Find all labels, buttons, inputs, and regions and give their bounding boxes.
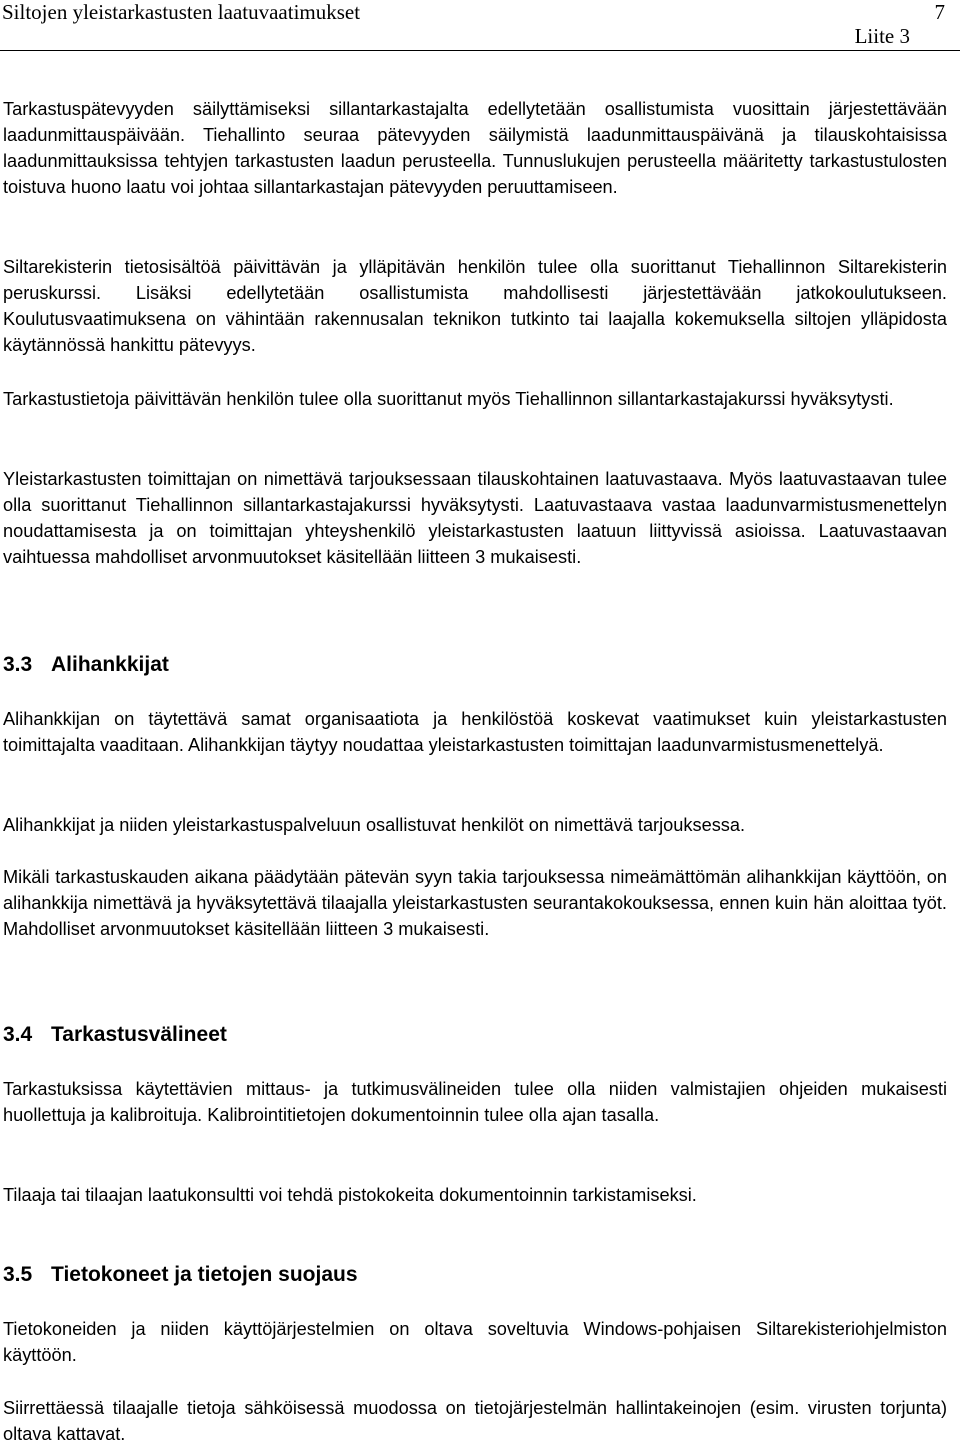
- paragraph-subcontractor-naming: Alihankkijat ja niiden yleistarkastuspalveluun osallistuvat henkilöt on nimettävä tarjouksessa.: [3, 815, 746, 835]
- page-number: 7: [934, 0, 945, 24]
- section-number: 3.3: [3, 653, 33, 676]
- paragraph-qualification-maintenance: Tarkastuspätevyyden säilyttämiseksi sillantarkastajalta edellytetään osallistumista vuosittain järjestettävään laadunmittauspäivään. Tiehallinto seuraa pätevyyden säilymistä laadunmittauspäivänä ja tilauskohtaisissa laadunmittauksissa tehtyjen tarkastusten laadun perusteella. Tunnuslukujen perusteella määritetty tarkastustulosten toistuva huono laatu voi johtaa sillantarkastajan pätevyyden peruuttamiseen.: [3, 99, 947, 197]
- section-heading-3-5: [3, 1261, 358, 1289]
- appendix-label: Liite 3: [854, 24, 910, 48]
- section-title: Tietokoneet ja tietojen suojaus: [51, 1263, 358, 1286]
- section-number: 3.5: [3, 1263, 33, 1286]
- section-title: Tarkastusvälineet: [51, 1023, 227, 1046]
- paragraph-bridge-register-training: Siltarekisterin tietosisältöä päivittävän ja ylläpitävän henkilön tulee olla suorittanut Tiehallinnon Siltarekisterin peruskurssi. Lisäksi edellytetään osallistumista mahdollisesti järjestettävään jatkokoulutukseen. Koulutusvaatimuksena on vähintään rakennusalan teknikon tutkinto tai laajalla kokemuksella siltojen ylläpidosta käytännössä hankittu pätevyys.: [3, 257, 947, 355]
- paragraph-inspection-data-update: Tarkastustietoja päivittävän henkilön tulee olla suorittanut myös Tiehallinnon sillantarkastajakurssi hyväksytysti.: [3, 389, 894, 409]
- paragraph-computer-systems: Tietokoneiden ja niiden käyttöjärjestelmien on oltava soveltuvia Windows-pohjaisen Siltarekisteriohjelmiston käyttöön.: [3, 1319, 947, 1365]
- section-number: 3.4: [3, 1023, 33, 1046]
- section-title: Alihankkijat: [51, 653, 169, 676]
- paragraph-quality-manager: Yleistarkastusten toimittajan on nimettävä tarjouksessaan tilauskohtainen laatuvastaava. Myös laatuvastaavan tulee olla suorittanut Tiehallinnon sillantarkastajakurssi hyväksytysti. Laatuvastaava vastaa laadunvarmistusmenettelyn noudattamisesta ja on toimittajan yhteyshenkilö yleistarkastusten laatuun liittyvissä asioissa. Laatuvastaavan vaihtuessa mahdolliset arvonmuutokset käsitellään liitteen 3 mukaisesti.: [3, 469, 947, 567]
- paragraph-unnamed-subcontractor: Mikäli tarkastuskauden aikana päädytään pätevän syyn takia tarjouksessa nimeämättömän alihankkijan käyttöön, on alihankkija nimettävä ja hyväksytettävä tilaajalla yleistarkastusten seurantakokouksessa, ennen kuin hän aloittaa työt. Mahdolliset arvonmuutokset käsitellään liitteen 3 mukaisesti.: [3, 867, 947, 939]
- paragraph-subcontractor-requirements: Alihankkijan on täytettävä samat organisaatiota ja henkilöstöä koskevat vaatimukset kuin yleistarkastusten toimittajalta vaaditaan. Alihankkijan täytyy noudattaa yleistarkastusten toimittajan laadunvarmistusmenettelyä.: [3, 709, 947, 755]
- section-heading-3-4: [3, 1021, 227, 1049]
- paragraph-equipment-calibration: Tarkastuksissa käytettävien mittaus- ja tutkimusvälineiden tulee olla niiden valmistajien ohjeiden mukaisesti huollettuja ja kalibroituja. Kalibrointitietojen dokumentoinnin tulee olla ajan tasalla.: [3, 1079, 947, 1125]
- section-heading-3-3: [3, 651, 169, 679]
- paragraph-data-security: Siirrettäessä tilaajalle tietoja sähköisessä muodossa on tietojärjestelmän hallintakeinojen (esim. virusten torjunta) oltava kattavat.: [3, 1398, 947, 1444]
- header-divider: [0, 50, 960, 51]
- paragraph-spot-checks: Tilaaja tai tilaajan laatukonsultti voi tehdä pistokokeita dokumentoinnin tarkistamiseksi.: [3, 1185, 697, 1205]
- document-title: Siltojen yleistarkastusten laatuvaatimukset: [2, 0, 361, 24]
